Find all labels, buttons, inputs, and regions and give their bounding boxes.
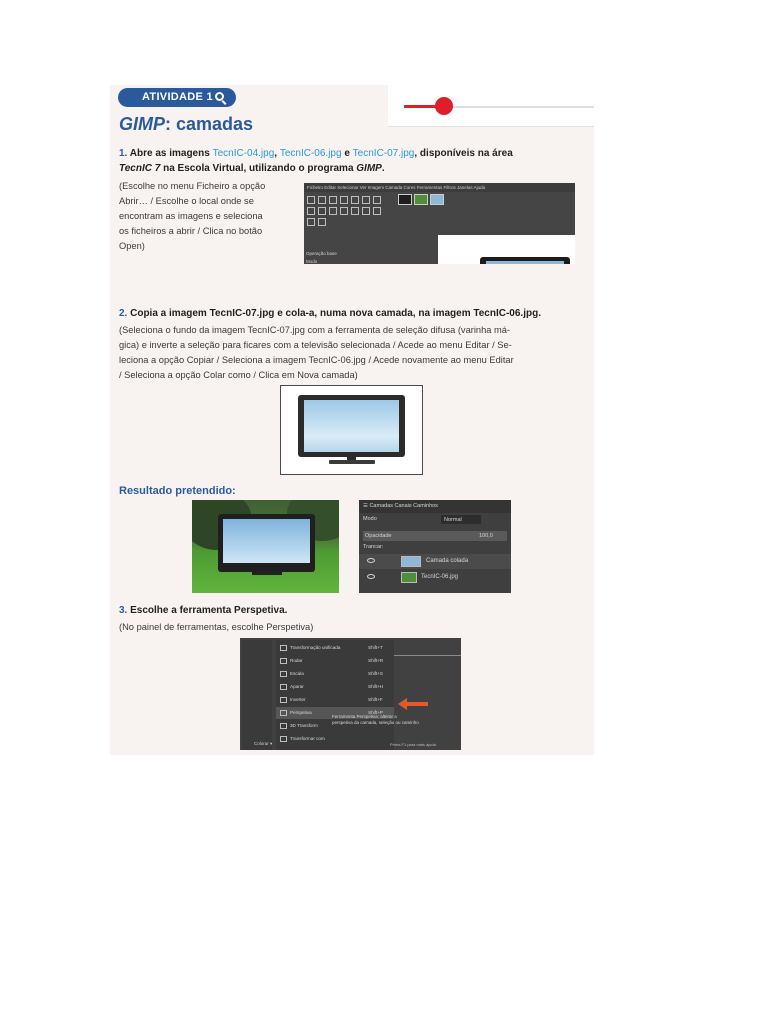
program-name: GIMP [356, 163, 382, 174]
instruction-line: gica) e inverte a seleção para ficares com a televisão selecionada / Acede ao menu Editar / Se- [119, 340, 512, 350]
step-3-text: Escolhe a ferramenta Perspetiva. [127, 605, 288, 616]
tool-icon [362, 207, 370, 215]
step-1-text-d: . [381, 163, 385, 174]
file-link-07[interactable]: TecnIC-07.jpg [352, 148, 415, 159]
menu-item-handle-transform[interactable] [276, 733, 394, 745]
step-2-text: Copia a imagem TecnIC-07.jpg e cola-a, numa nova camada, na imagem TecnIC-06.jpg. [127, 308, 541, 319]
colors-dropdown[interactable]: Colorar ▾ [254, 741, 273, 746]
menu-item-shortcut: Shift+H [368, 684, 384, 689]
instruction-line: leciona a opção Copiar / Seleciona a imagem TecnIC-06.jpg / Acede novamente ao menu Editar [119, 355, 514, 365]
tool-options-mode: Modo [306, 259, 318, 264]
instruction-line: (Escolhe no menu Ficheiro a opção [119, 181, 266, 191]
tool-icon [318, 218, 326, 226]
step-1-line-2 [119, 163, 385, 174]
tv-stand [329, 460, 375, 464]
step-1-text-a: Abre as imagens [127, 148, 213, 159]
arrow-shaft [406, 702, 428, 706]
step-1-number: 1. [119, 148, 128, 159]
image-thumbnail [414, 194, 428, 205]
instruction-line: / Seleciona a opção Colar como / Clica em Nova camada) [119, 370, 358, 380]
step-2-instructions [119, 323, 589, 383]
layer-name: TecnIC-06.jpg [421, 574, 459, 580]
layer-thumbnail [401, 556, 421, 567]
arrow-head [398, 698, 407, 710]
menu-item-flip[interactable] [276, 694, 394, 706]
tv-screen [304, 400, 399, 452]
menu-item-label: Perspetiva [290, 710, 312, 715]
scale-icon [280, 671, 287, 677]
menu-item-label: Aparar [290, 684, 304, 689]
step-1-text-c: na Escola Virtual, utilizando o programa [160, 163, 357, 174]
menu-item-shortcut: Shift+R [368, 658, 384, 663]
menu-item-label: 3D Transform [290, 723, 318, 728]
canvas-ruler [390, 652, 461, 656]
tool-options-label [306, 251, 337, 264]
transform-tools-menu [276, 640, 394, 750]
layers-panel [359, 500, 511, 593]
tool-icon [318, 196, 326, 204]
instruction-line: os ficheiros a abrir / Clica no botão [119, 226, 263, 236]
title-app: GIMP [119, 114, 166, 134]
tool-icon [307, 196, 315, 204]
search-icon [215, 92, 224, 101]
gimp-toolbox [242, 640, 272, 750]
activity-badge [118, 88, 236, 107]
perspective-tooltip [332, 714, 458, 726]
step-2-line [119, 308, 541, 319]
tool-icon [307, 207, 315, 215]
photo-tv [218, 514, 315, 572]
tool-icon [351, 207, 359, 215]
instruction-line: encontram as imagens e seleciona [119, 211, 263, 221]
tool-icon [373, 196, 381, 204]
menu-item-rotate[interactable] [276, 655, 394, 667]
menu-item-label: Transformação unificada [290, 645, 341, 650]
instruction-line: Abrir… / Escolhe o local onde se [119, 196, 254, 206]
activity-badge-label: ATIVIDADE 1 [142, 91, 213, 103]
step-1-sep-2: e [341, 148, 353, 159]
layer-name: Camada colada [426, 558, 469, 564]
opacity-label: Opacidade [365, 533, 392, 539]
tooltip-line: perspetiva da camada, seleção ou caminho [332, 720, 419, 725]
page-title [119, 114, 253, 135]
title-rest: : camadas [165, 114, 254, 134]
opacity-slider[interactable] [363, 531, 507, 541]
image-thumbnail [398, 194, 412, 205]
perspective-icon [280, 710, 287, 716]
menu-item-shortcut: Shift+S [368, 671, 383, 676]
result-photo [192, 500, 339, 593]
tool-icon [373, 207, 381, 215]
tool-icon [329, 196, 337, 204]
step-1-line-1 [119, 148, 513, 159]
tool-icon [329, 207, 337, 215]
mode-label: Modo [363, 516, 377, 522]
tool-icon [362, 196, 370, 204]
course-name: TecnIC 7 [119, 163, 161, 174]
result-heading: Resultado pretendido: [119, 485, 236, 497]
menu-item-label: Rodar [290, 658, 303, 663]
gimp-window-screenshot [304, 183, 575, 264]
slider-track [446, 106, 594, 108]
flip-icon [280, 697, 287, 703]
eye-icon[interactable] [367, 574, 375, 579]
gimp-toolbox [307, 196, 383, 228]
eye-icon[interactable] [367, 558, 375, 563]
tooltip-line: Ferramenta Perspetiva: alterar a [332, 714, 397, 719]
step-2-number: 2. [119, 308, 128, 319]
menu-item-shortcut: Shift+F [368, 697, 383, 702]
image-thumbnail [430, 194, 444, 205]
mode-select[interactable] [441, 515, 481, 524]
rotate-icon [280, 658, 287, 664]
unified-transform-icon [280, 645, 287, 651]
tool-icon [307, 218, 315, 226]
file-link-06[interactable]: TecnIC-06.jpg [279, 148, 342, 159]
transform-menu-screenshot [240, 638, 461, 750]
layers-panel-tabs[interactable]: ☰ Camadas Canais Caminhos [359, 500, 511, 513]
tool-icon [351, 196, 359, 204]
tool-icon [340, 196, 348, 204]
canvas-tv-preview [480, 257, 570, 264]
tool-options-title: Operação base [306, 251, 337, 256]
step-1-text-b: , disponíveis na área [414, 148, 513, 159]
step-3-number: 3. [119, 605, 128, 616]
step-3-line [119, 605, 287, 616]
tool-icon [340, 207, 348, 215]
step-1-sep-1: , [274, 148, 280, 159]
3d-transform-icon [280, 723, 287, 729]
handle-transform-icon [280, 736, 287, 742]
step-1-instructions [119, 179, 297, 254]
instruction-line: (Seleciona o fundo da imagem TecnIC-07.jpg com a ferramenta de seleção difusa (varinha má- [119, 325, 511, 335]
shear-icon [280, 684, 287, 690]
layer-row[interactable] [359, 554, 511, 569]
lock-label: Trancar: [363, 544, 384, 550]
slider-knob[interactable] [435, 97, 453, 115]
tool-icon [318, 207, 326, 215]
opacity-value: 100,0 [479, 533, 493, 539]
menu-item-label: Inverter [290, 697, 306, 702]
photo-tv-stand [252, 572, 282, 575]
menu-item-unified-transform[interactable] [276, 642, 394, 654]
tv-image [280, 385, 423, 475]
file-link-04[interactable]: TecnIC-04.jpg [212, 148, 275, 159]
menu-item-label: Escala [290, 671, 304, 676]
photo-tv-screen [223, 519, 310, 563]
gimp-menubar: Ficheiro Editar Selecionar Ver Imagem Camada Cores Ferramentas Filtros Janelas Ajuda [304, 183, 575, 192]
mode-value: Normal [444, 517, 462, 523]
activity-sheet [110, 85, 594, 755]
instruction-line: Open) [119, 241, 145, 251]
image-thumbnails [398, 194, 444, 206]
help-hint: Prima F1 para mais ajuda [390, 742, 436, 747]
tv-frame [298, 395, 405, 457]
layer-row[interactable] [359, 570, 511, 585]
menu-item-shortcut: Shift+P [368, 710, 383, 715]
menu-item-label: Transformar com [290, 736, 325, 741]
slider-widget[interactable] [388, 85, 594, 127]
menu-item-shortcut: Shift+T [368, 645, 383, 650]
step-3-instruction: (No painel de ferramentas, escolhe Perspetiva) [119, 622, 314, 632]
menu-item-scale[interactable] [276, 668, 394, 680]
layer-thumbnail [401, 572, 417, 583]
menu-item-shear[interactable] [276, 681, 394, 693]
pointer-arrow-icon [398, 700, 428, 708]
